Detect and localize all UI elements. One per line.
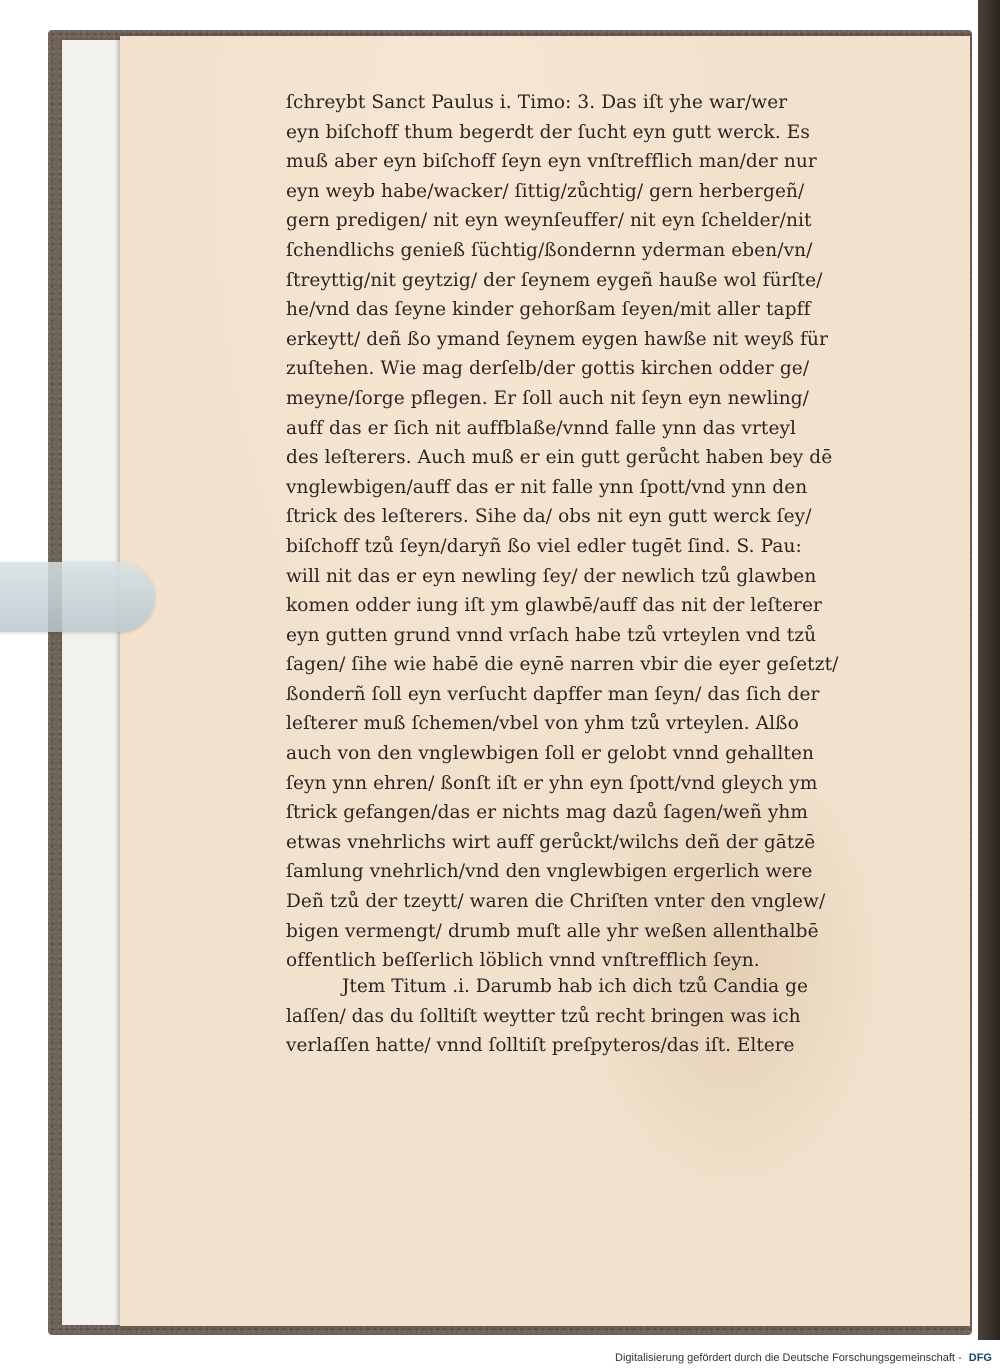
text-line: verlaſſen hatte/ vnnd ſolltiſt preſpyteros/das iſt. Eltere <box>286 1035 795 1057</box>
text-line: offentlich beſſerlich löblich vnnd vnſtrefflich ſeyn. <box>286 950 760 972</box>
text-line: muß aber eyn biſchoff ſeyn eyn vnſtrefflich man/der nur <box>286 151 817 173</box>
text-line: ſchendlichs genieß ſüchtig/ßondernn yderman eben/vn/ <box>286 239 813 261</box>
text-line: des leſterers. Auch muß er ein gutt gerůcht haben bey dē <box>286 447 833 469</box>
text-line: biſchoff tzů ſeyn/daryñ ßo viel edler tugēt ſind. S. Pau: <box>286 535 802 557</box>
text-line: ſamlung vnehrlich/vnd den vnglewbigen ergerlich were <box>286 861 813 883</box>
text-line: ſagen/ ſihe wie habē die eynē narren vbir die eyer geſetzt/ <box>286 654 839 676</box>
text-line: eyn gutten grund vnnd vrſach habe tzů vrteylen vnd tzů <box>286 624 817 646</box>
text-line: Deñ tzů der tzeytt/ waren die Chriſten vnter den vnglew/ <box>286 891 826 913</box>
text-line: laſſen/ das du ſolltiſt weytter tzů recht bringen was ich <box>286 1005 801 1027</box>
flyleaf-sheet <box>62 40 123 1325</box>
text-line: ſtreyttig/nit geytzig/ der ſeynem eygeñ hauße wol fürſte/ <box>286 269 823 291</box>
text-line: bigen vermengt/ drumb muſt alle yhr weßen allenthalbē <box>286 920 819 942</box>
book-spine-edge <box>978 0 1000 1340</box>
second-paragraph <box>286 972 942 1061</box>
main-paragraph <box>286 88 942 976</box>
text-line: ſchreybt Sanct Paulus i. Timo: 3. Das iſt yhe war/wer <box>286 92 788 113</box>
text-line: komen odder iung iſt ym glawbē/auff das nit der leſterer <box>286 595 822 617</box>
text-line: eyn weyb habe/wacker/ ſittig/zůchtig/ gern herbergeñ/ <box>286 180 805 202</box>
text-line: ſeyn ynn ehren/ ßonſt iſt er yhn eyn ſpott/vnd gleych ym <box>286 772 818 794</box>
page-marker-tab <box>0 562 155 632</box>
text-line: auff das er ſich nit auffblaße/vnnd falle ynn das vrteyl <box>286 417 797 439</box>
text-line: gern predigen/ nit eyn weynſeuffer/ nit eyn ſchelder/nit <box>286 210 812 232</box>
text-line: etwas vnehrlichs wirt auff gerůckt/wilchs deñ der gātzē <box>286 831 816 853</box>
text-line: erkeytt/ deñ ßo ymand ſeynem eygen hawße nit weyß für <box>286 328 829 350</box>
credit-text: Digitalisierung gefördert durch die Deutsche Forschungsgemeinschaft - <box>615 1352 962 1364</box>
text-line: leſterer muß ſchemen/vbel von yhm tzů vrteylen. Alßo <box>286 713 799 735</box>
digitization-credit <box>615 1352 992 1364</box>
text-line: auch von den vnglewbigen ſoll er gelobt vnnd gehallten <box>286 743 814 765</box>
text-line: will nit das er eyn newling ſey/ der newlich tzů glawben <box>286 565 817 587</box>
text-line: meyne/ſorge pflegen. Er ſoll auch nit ſeyn eyn newling/ <box>286 387 809 409</box>
text-line: zuſtehen. Wie mag derſelb/der gottis kirchen odder ge/ <box>286 358 810 380</box>
text-line: eyn biſchoff thum begerdt der ſucht eyn gutt werck. Es <box>286 121 810 143</box>
text-line: ßonderñ ſoll eyn verſucht dapffer man ſeyn/ das ſich der <box>286 683 820 705</box>
text-line: ſtrick gefangen/das er nichts mag dazů ſagen/weñ yhm <box>286 802 809 824</box>
text-line: Jtem Titum .i. Darumb hab ich dich tzů Candia ge <box>342 976 808 997</box>
text-line: vnglewbigen/auff das er nit falle ynn ſpott/vnd ynn den <box>286 476 808 498</box>
text-line: he/vnd das ſeyne kinder gehorßam ſeyen/mit aller tapff <box>286 299 811 321</box>
dfg-logo: DFG <box>968 1352 992 1364</box>
text-line: ſtrick des leſterers. Sihe da/ obs nit eyn gutt werck ſey/ <box>286 506 812 528</box>
